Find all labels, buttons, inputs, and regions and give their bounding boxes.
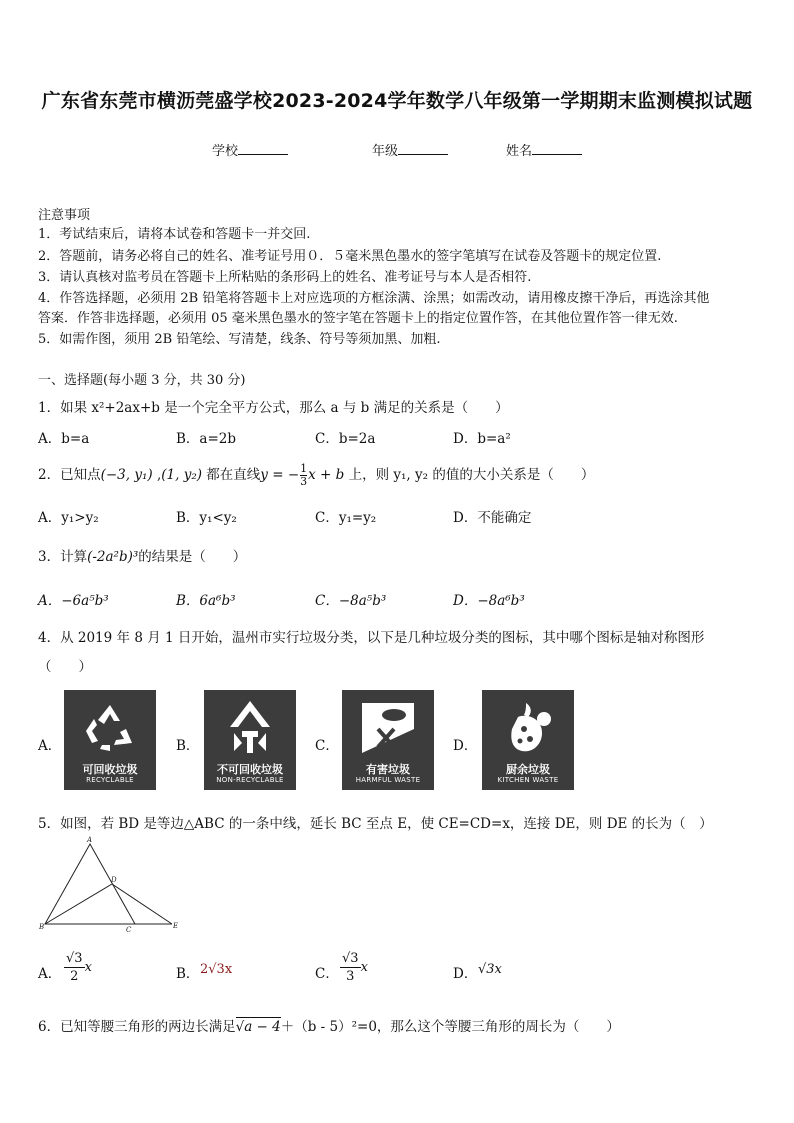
q5-stem: 5．如图，若 BD 是等边△ABC 的一条中线，延长 BC 至点 E，使 CE=CD=x，连接 DE，则 DE 的长为（ ） bbox=[38, 816, 713, 832]
q3-option-b[interactable]: B．6a⁶b³ bbox=[176, 593, 236, 609]
q4-letter-a[interactable]: A． bbox=[38, 738, 62, 754]
harmful-waste-sign[interactable] bbox=[342, 690, 434, 790]
q2-stem-mid: 都在直线 bbox=[206, 467, 261, 483]
q3-option-c[interactable]: C．−8a⁵b³ bbox=[315, 593, 387, 609]
q6-radical: √a − 4 bbox=[235, 1019, 281, 1035]
q4-letter-b[interactable]: B． bbox=[176, 738, 200, 754]
q2-point-1: (−3, y₁) bbox=[100, 467, 153, 483]
q4-stem: 4．从 2019 年 8 月 1 日开始，温州市实行垃圾分类，以下是几种垃圾分类的图标，其中哪个图标是轴对称图形 bbox=[38, 630, 705, 646]
q1-option-d[interactable]: D．b=a² bbox=[453, 431, 511, 447]
q2-stem-post: 上，则 y₁, y₂ 的值的大小关系是（ ） bbox=[348, 467, 595, 483]
q1-option-b[interactable]: B．a=2b bbox=[176, 431, 237, 447]
q3-expression: (-2a²b)³ bbox=[87, 549, 139, 565]
recycle-icon bbox=[80, 699, 140, 757]
school-field[interactable] bbox=[212, 140, 288, 159]
school-label: 学校 bbox=[212, 144, 239, 159]
median-bd bbox=[45, 884, 112, 924]
q6-stem-post: ＋（b - 5）²=0，那么这个等腰三角形的周长为（ ） bbox=[280, 1019, 620, 1035]
label-e: E bbox=[173, 922, 179, 930]
q2-option-c[interactable]: C．y₁=y₂ bbox=[315, 510, 377, 526]
triangle-figure bbox=[36, 836, 186, 936]
q2-stem: 2．已知点(−3, y₁) ,(1, y₂) 都在直线y = − $\frac{1}{3}$ x + b 上，则 y₁, y₂ 的值的大小关系是（ ） bbox=[38, 462, 595, 488]
q5-option-d[interactable]: √3x bbox=[478, 962, 502, 977]
kitchen-waste-cn: 厨余垃圾 bbox=[506, 763, 550, 776]
q5-letter-b[interactable]: B． bbox=[176, 966, 200, 982]
q3-stem bbox=[38, 545, 246, 565]
q6-stem bbox=[38, 1015, 620, 1035]
recyclable-cn: 可回收垃圾 bbox=[82, 763, 138, 776]
q6-stem-pre: 6．已知等腰三角形的两边长满足 bbox=[38, 1019, 236, 1035]
kitchen-waste-sign[interactable] bbox=[482, 690, 574, 790]
q2-line-y: y = − bbox=[260, 467, 300, 483]
q3-stem-post: 的结果是（ ） bbox=[138, 549, 247, 565]
q1-option-c[interactable]: C．b=2a bbox=[315, 431, 376, 447]
q2-point-2: (1, y₂) bbox=[161, 467, 202, 483]
q2-option-d[interactable]: D．不能确定 bbox=[453, 510, 532, 526]
q2-option-a[interactable]: A．y₁>y₂ bbox=[38, 510, 99, 526]
label-b: B bbox=[39, 923, 45, 931]
q2-fraction: $\frac{1}{3}$ bbox=[300, 462, 308, 488]
q5-option-a[interactable]: $\frac{√3}{2}$ x bbox=[66, 951, 92, 984]
kitchen-waste-icon bbox=[498, 699, 558, 757]
q1-option-a[interactable]: A．b=a bbox=[38, 431, 90, 447]
label-d: D bbox=[111, 876, 117, 884]
q2-stem-pre: 2．已知点 bbox=[38, 467, 101, 483]
q5-option-c[interactable]: $\frac{√3}{3}$ x bbox=[342, 951, 368, 984]
non-recyclable-icon bbox=[220, 699, 280, 757]
note-3: 3．请认真核对监考员在答题卡上所粘贴的条形码上的姓名、准考证号与本人是否相符. bbox=[38, 270, 532, 285]
q3-option-d[interactable]: D．−8a⁶b³ bbox=[453, 593, 525, 609]
non-recyclable-en: NON-RECYCLABLE bbox=[216, 776, 284, 784]
name-field[interactable] bbox=[506, 140, 582, 159]
note-5: 5．如需作图，须用 2B 铅笔绘、写清楚，线条、符号等须加黑、加粗. bbox=[38, 332, 441, 347]
recyclable-sign[interactable] bbox=[64, 690, 156, 790]
segment-de bbox=[112, 884, 172, 924]
note-2: 2．答题前，请务必将自己的姓名、准考证号用０．５毫米黑色墨水的签字笔填写在试卷及答题卡的规定位置. bbox=[38, 249, 662, 264]
non-recyclable-cn: 不可回收垃圾 bbox=[217, 763, 283, 776]
triangle-abc bbox=[45, 844, 135, 924]
q5-option-b[interactable]: 2√3x bbox=[200, 962, 233, 977]
name-label: 姓名 bbox=[506, 144, 533, 159]
section-heading: 一、选择题(每小题 3 分，共 30 分) bbox=[38, 373, 246, 388]
q2-option-b[interactable]: B．y₁<y₂ bbox=[176, 510, 237, 526]
non-recyclable-sign[interactable] bbox=[204, 690, 296, 790]
q4-letter-d[interactable]: D． bbox=[453, 738, 478, 754]
q4-letter-c[interactable]: C． bbox=[315, 738, 339, 754]
note-4-cont: 答案．作答非选择题，必须用 05 毫米黑色墨水的签字笔在答题卡上的指定位置作答，在其他位置作答一律无效. bbox=[38, 311, 678, 326]
harmful-waste-icon bbox=[358, 699, 418, 757]
recyclable-en: RECYCLABLE bbox=[86, 776, 134, 784]
grade-label: 年级 bbox=[372, 144, 399, 159]
label-c: C bbox=[126, 926, 132, 934]
q4-stem-2: （ ） bbox=[38, 659, 92, 675]
kitchen-waste-en: KITCHEN WASTE bbox=[497, 776, 559, 784]
harmful-waste-en: HARMFUL WASTE bbox=[355, 776, 421, 784]
q1-stem: 1．如果 x²+2ax+b 是一个完全平方公式，那么 a 与 b 满足的关系是（ ） bbox=[38, 400, 509, 416]
page-title: 广东省东莞市横沥莞盛学校2023-2024学年数学八年级第一学期期末监测模拟试题 bbox=[41, 90, 753, 112]
q2-line-rest: x + b bbox=[308, 467, 345, 483]
q5-letter-c[interactable]: C． bbox=[315, 966, 339, 982]
q5-letter-a[interactable]: A． bbox=[38, 966, 62, 982]
label-a: A bbox=[87, 836, 93, 844]
harmful-waste-cn: 有害垃圾 bbox=[366, 763, 410, 776]
q5-letter-d[interactable]: D． bbox=[453, 966, 478, 982]
grade-field[interactable] bbox=[372, 140, 448, 159]
notes-heading: 注意事项 bbox=[38, 208, 91, 223]
note-1: 1．考试结束后，请将本试卷和答题卡一并交回. bbox=[38, 227, 311, 242]
q3-option-a[interactable]: A．−6a⁵b³ bbox=[38, 593, 109, 609]
note-4: 4．作答选择题，必须用 2B 铅笔将答题卡上对应选项的方框涂满、涂黑；如需改动，请用橡皮擦干净后，再选涂其他 bbox=[38, 291, 710, 306]
q3-stem-pre: 3．计算 bbox=[38, 549, 88, 565]
